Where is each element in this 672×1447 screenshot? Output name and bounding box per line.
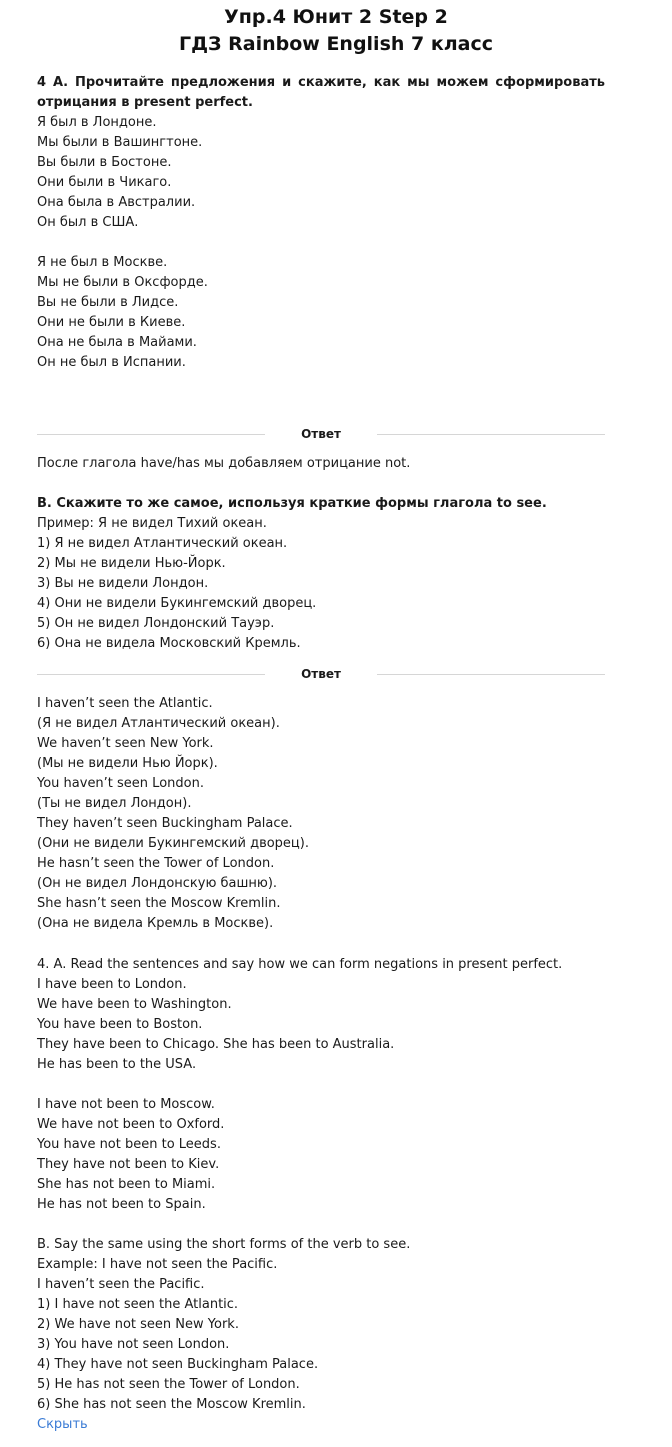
list-item: Вы были в Бостоне.	[37, 155, 172, 170]
answer-label: Ответ	[301, 667, 341, 681]
translation-line: We have been to Washington.	[37, 997, 232, 1012]
translation-line: We have not been to Oxford.	[37, 1117, 225, 1132]
task-b-heading: В. Скажите то же самое, используя краткие формы глагола to see.	[37, 496, 547, 511]
translation-group3	[37, 1235, 605, 1415]
translation-line: I have been to London.	[37, 977, 187, 992]
list-item: Он был в США.	[37, 215, 139, 230]
translation-line: He has been to the USA.	[37, 1057, 197, 1072]
list-item: 5) Он не видел Лондонский Тауэр.	[37, 616, 275, 631]
answer-line: We haven’t seen New York.	[37, 736, 214, 751]
answer-line: (Ты не видел Лондон).	[37, 796, 192, 811]
page-header	[0, 0, 672, 58]
task-b	[37, 494, 605, 654]
answer-line: (Она не видела Кремль в Москве).	[37, 916, 274, 931]
list-item: Мы не были в Оксфорде.	[37, 275, 208, 290]
translation-line: They have not been to Kiev.	[37, 1157, 220, 1172]
list-item: 4) Они не видели Букингемский дворец.	[37, 596, 317, 611]
translation-line: She has not been to Miami.	[37, 1177, 216, 1192]
task-a-group1	[37, 113, 605, 233]
translation-line: 3) You have not seen London.	[37, 1337, 230, 1352]
page-subtitle: ГДЗ Rainbow English 7 класс	[178, 33, 494, 55]
task-a-heading-cont: отрицания в present perfect.	[37, 95, 253, 110]
page-title: Упр.4 Юнит 2 Step 2	[224, 6, 448, 28]
translation-line: I haven’t seen the Pacific.	[37, 1277, 205, 1292]
translation-line: They have been to Chicago. She has been to Australia.	[37, 1037, 395, 1052]
answer-block-1	[37, 424, 605, 474]
list-item: 1) Я не видел Атлантический океан.	[37, 536, 288, 551]
task-a-group2	[37, 253, 605, 373]
translation-line: He has not been to Spain.	[37, 1197, 206, 1212]
translation-line: Example: I have not seen the Pacific.	[37, 1257, 278, 1272]
answer-line: (Мы не видели Нью Йорк).	[37, 756, 218, 771]
list-item: Вы не были в Лидсе.	[37, 295, 179, 310]
translation-group2	[37, 1095, 605, 1215]
answer-lines	[37, 694, 605, 934]
translation-line: 2) We have not seen New York.	[37, 1317, 239, 1332]
answer-line: You haven’t seen London.	[37, 776, 204, 791]
list-item: Она не была в Майами.	[37, 335, 197, 350]
list-item: Я был в Лондоне.	[37, 115, 157, 130]
answer-label: Ответ	[301, 427, 341, 441]
task-content	[37, 73, 605, 373]
answer-line: (Они не видели Букингемский дворец).	[37, 836, 309, 851]
list-item: Они были в Чикаго.	[37, 175, 172, 190]
list-item: 2) Мы не видели Нью-Йорк.	[37, 556, 226, 571]
list-item: Они не были в Киеве.	[37, 315, 186, 330]
list-item: 6) Она не видела Московский Кремль.	[37, 636, 301, 651]
list-item: Она была в Австралии.	[37, 195, 196, 210]
answer-block-2	[37, 664, 605, 934]
list-item: Он не был в Испании.	[37, 355, 186, 370]
list-item: Я не был в Москве.	[37, 255, 168, 270]
translation-line: I have not been to Moscow.	[37, 1097, 215, 1112]
answer-line: They haven’t seen Buckingham Palace.	[37, 816, 293, 831]
answer-line: I haven’t seen the Atlantic.	[37, 696, 213, 711]
answer-divider	[37, 664, 605, 684]
translation-line: You have been to Boston.	[37, 1017, 203, 1032]
translation-line: 6) She has not seen the Moscow Kremlin.	[37, 1397, 306, 1412]
answer-line: She hasn’t seen the Moscow Kremlin.	[37, 896, 281, 911]
translation-group1	[37, 955, 605, 1075]
list-item: 3) Вы не видели Лондон.	[37, 576, 209, 591]
translation-block	[37, 955, 605, 1435]
task-a-heading: 4 А. Прочитайте предложения и скажите, как мы можем сформировать	[37, 75, 605, 90]
answer-divider	[37, 424, 605, 444]
translation-line: 5) He has not seen the Tower of London.	[37, 1377, 300, 1392]
translation-line: 1) I have not seen the Atlantic.	[37, 1297, 239, 1312]
list-item: Мы были в Вашингтоне.	[37, 135, 203, 150]
translation-line: 4. A. Read the sentences and say how we can form negations in present perfect.	[37, 957, 563, 972]
translation-line: B. Say the same using the short forms of the verb to see.	[37, 1237, 411, 1252]
translation-line: 4) They have not seen Buckingham Palace.	[37, 1357, 319, 1372]
answer-line: (Я не видел Атлантический океан).	[37, 716, 280, 731]
answer-text: После глагола have/has мы добавляем отрицание not.	[37, 456, 411, 471]
answer-line: He hasn’t seen the Tower of London.	[37, 856, 275, 871]
translation-line: You have not been to Leeds.	[37, 1137, 221, 1152]
task-b-example: Пример: Я не видел Тихий океан.	[37, 516, 267, 531]
answer-line: (Он не видел Лондонскую башню).	[37, 876, 278, 891]
hide-link[interactable]: Скрыть	[37, 1417, 88, 1432]
